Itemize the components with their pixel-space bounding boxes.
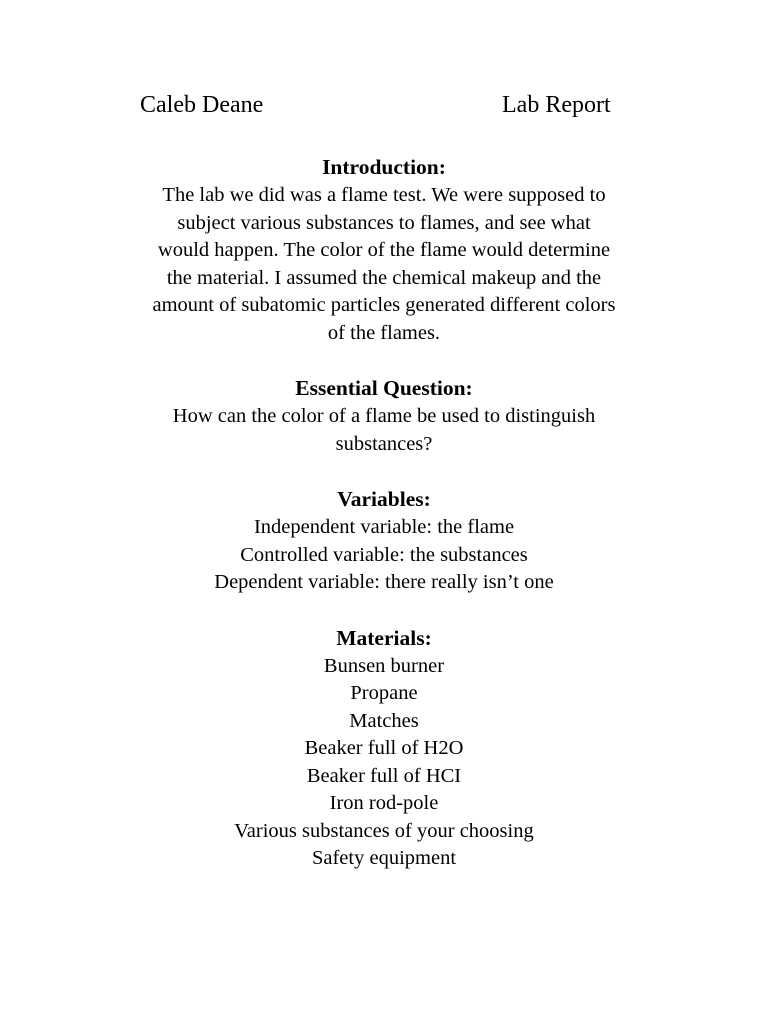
essential-question-heading: Essential Question: xyxy=(295,376,473,400)
introduction-section xyxy=(90,153,678,347)
material-item: Propane xyxy=(350,682,418,704)
material-item: Safety equipment xyxy=(311,847,457,869)
variable-item: Controlled variable: the substances xyxy=(240,543,528,566)
material-item: Iron rod-pole xyxy=(329,792,439,814)
introduction-line: amount of subatomic particles generated different colors xyxy=(152,294,616,316)
introduction-line: subject various substances to flames, and see what xyxy=(177,211,591,234)
material-item: Various substances of your choosing xyxy=(234,819,534,842)
material-item: Bunsen burner xyxy=(323,654,445,677)
essential-question-text xyxy=(90,403,678,458)
variables-heading: Variables: xyxy=(337,487,431,511)
introduction-line: the material. I assumed the chemical makeup and the xyxy=(166,266,602,289)
materials-heading: Materials: xyxy=(336,625,432,650)
variables-list xyxy=(90,514,678,597)
introduction-line: The lab we did was a flame test. We were supposed to xyxy=(162,184,606,206)
introduction-line: would happen. The color of the flame would determine xyxy=(157,239,611,261)
essential-question-line: How can the color of a flame be used to distinguish xyxy=(172,405,596,427)
introduction-text xyxy=(90,182,678,347)
introduction-line: of the flames. xyxy=(327,321,441,344)
material-item: Beaker full of HCI xyxy=(306,764,462,787)
variables-section xyxy=(90,485,678,597)
report-title: Lab Report xyxy=(502,92,611,118)
variable-item: Independent variable: the flame xyxy=(253,516,515,538)
document-header xyxy=(0,88,768,128)
document-body xyxy=(90,153,678,900)
introduction-heading: Introduction: xyxy=(322,155,446,179)
materials-list xyxy=(90,653,678,873)
author-name: Caleb Deane xyxy=(140,92,264,118)
material-item: Matches xyxy=(349,709,419,732)
essential-question-section xyxy=(90,374,678,458)
essential-question-line: substances? xyxy=(335,432,433,455)
material-item: Beaker full of H2O xyxy=(304,737,464,759)
materials-section xyxy=(90,624,678,873)
variable-item: Dependent variable: there really isn’t one xyxy=(214,571,554,593)
